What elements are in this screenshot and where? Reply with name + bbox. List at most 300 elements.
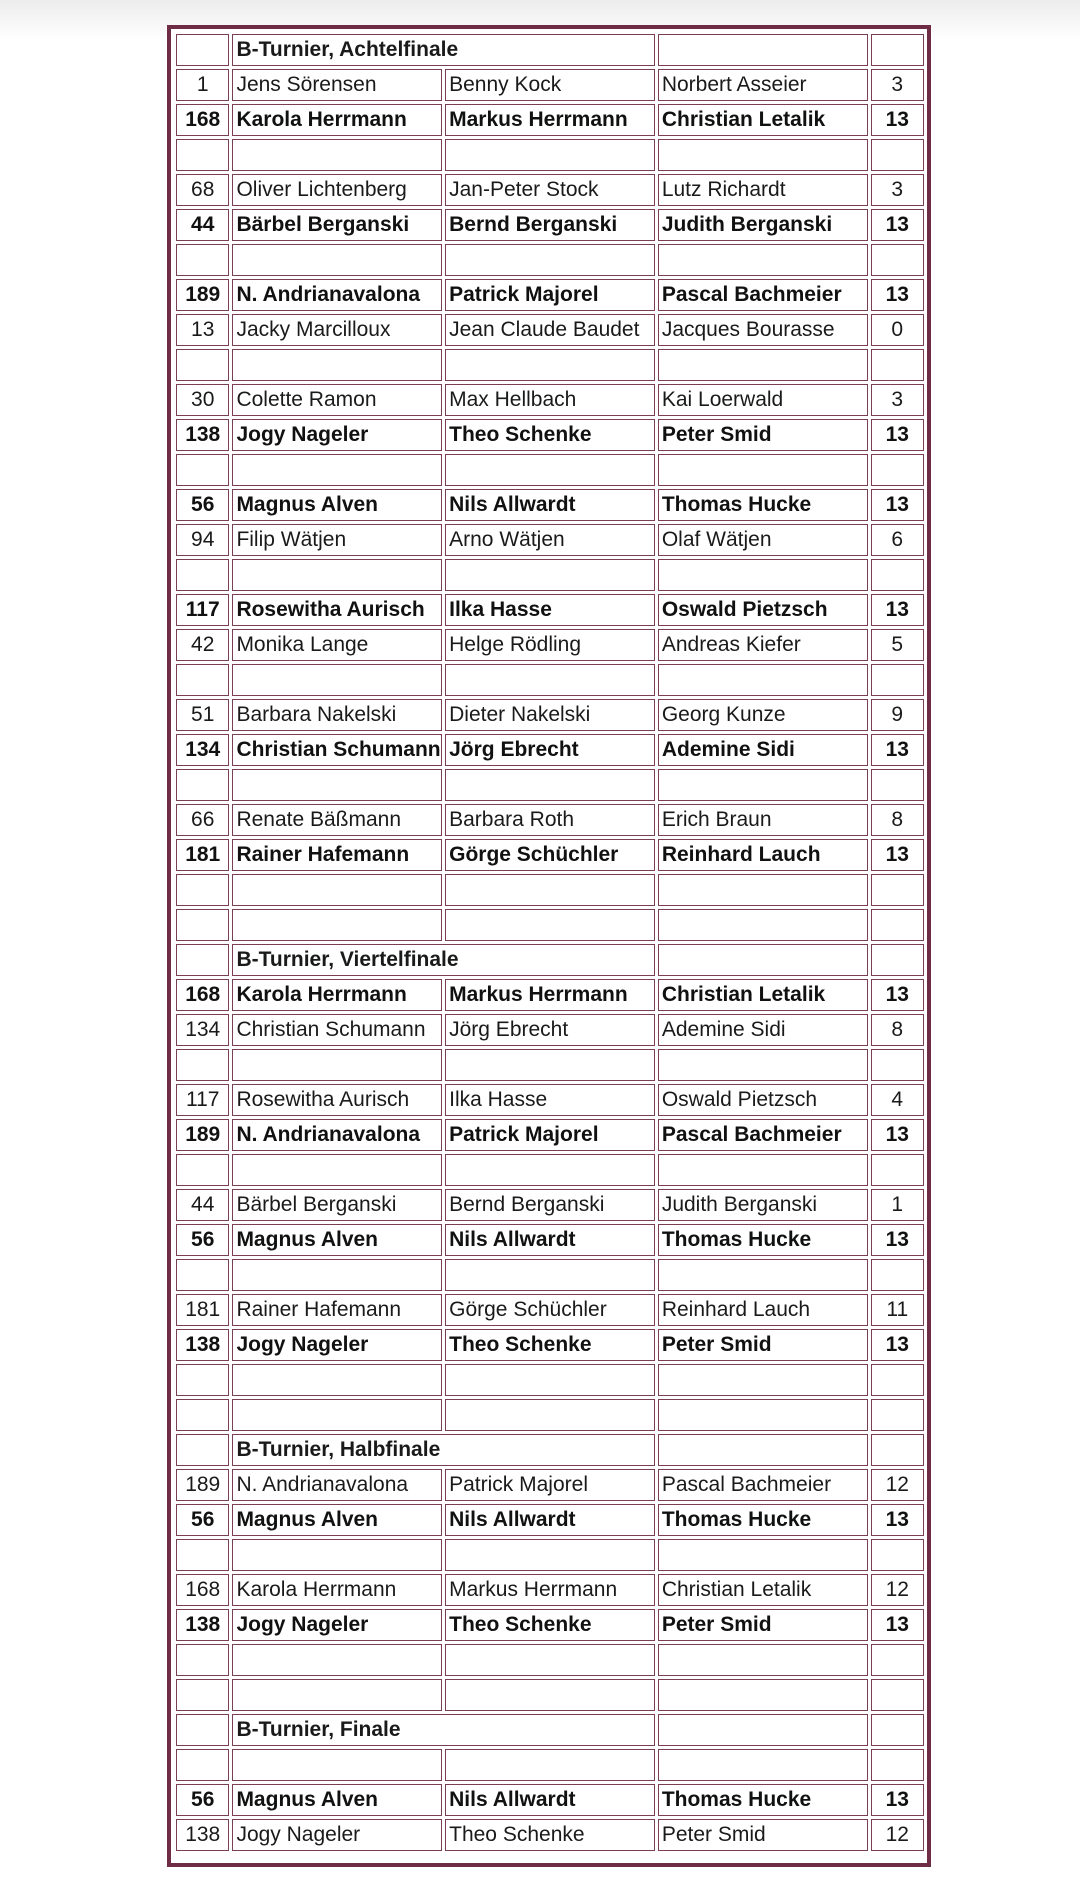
player-2: Arno Wätjen bbox=[445, 524, 655, 556]
player-2: Benny Kock bbox=[445, 69, 655, 101]
team-score: 11 bbox=[871, 1294, 924, 1326]
empty-cell bbox=[871, 664, 924, 696]
team-row-winner bbox=[176, 839, 924, 871]
team-score: 13 bbox=[871, 489, 924, 521]
team-row bbox=[176, 314, 924, 346]
player-3: Thomas Hucke bbox=[658, 1784, 868, 1816]
spacer-row bbox=[176, 1749, 924, 1781]
player-2: Bernd Berganski bbox=[445, 209, 655, 241]
player-1: Christian Schumann bbox=[232, 1014, 442, 1046]
empty-cell bbox=[445, 1749, 655, 1781]
team-row-winner bbox=[176, 279, 924, 311]
empty-cell bbox=[871, 139, 924, 171]
player-3: Pascal Bachmeier bbox=[658, 1469, 868, 1501]
empty-cell bbox=[871, 1364, 924, 1396]
team-number: 94 bbox=[176, 524, 229, 556]
empty-cell bbox=[658, 664, 868, 696]
match-separator-row bbox=[176, 349, 924, 381]
empty-cell bbox=[445, 349, 655, 381]
empty-cell bbox=[445, 244, 655, 276]
empty-cell bbox=[658, 909, 868, 941]
player-1: Magnus Alven bbox=[232, 489, 442, 521]
empty-cell bbox=[445, 1259, 655, 1291]
player-2: Markus Herrmann bbox=[445, 1574, 655, 1606]
team-row-winner bbox=[176, 1119, 924, 1151]
team-number: 168 bbox=[176, 979, 229, 1011]
empty-cell bbox=[176, 559, 229, 591]
player-1: Jacky Marcilloux bbox=[232, 314, 442, 346]
player-3: Reinhard Lauch bbox=[658, 839, 868, 871]
empty-cell bbox=[176, 944, 229, 976]
team-number: 189 bbox=[176, 1119, 229, 1151]
team-number: 13 bbox=[176, 314, 229, 346]
team-row bbox=[176, 174, 924, 206]
empty-cell bbox=[658, 559, 868, 591]
player-2: Jean Claude Baudet bbox=[445, 314, 655, 346]
empty-cell bbox=[176, 1399, 229, 1431]
empty-cell bbox=[176, 1644, 229, 1676]
empty-cell bbox=[658, 1679, 868, 1711]
empty-cell bbox=[176, 1539, 229, 1571]
empty-cell bbox=[658, 874, 868, 906]
player-3: Kai Loerwald bbox=[658, 384, 868, 416]
team-score: 13 bbox=[871, 1504, 924, 1536]
team-row bbox=[176, 384, 924, 416]
player-2: Nils Allwardt bbox=[445, 1504, 655, 1536]
empty-cell bbox=[658, 34, 868, 66]
player-2: Theo Schenke bbox=[445, 1329, 655, 1361]
team-row-winner bbox=[176, 209, 924, 241]
empty-cell bbox=[232, 454, 442, 486]
team-number: 138 bbox=[176, 1819, 229, 1851]
team-row bbox=[176, 69, 924, 101]
player-2: Nils Allwardt bbox=[445, 1224, 655, 1256]
team-number: 56 bbox=[176, 1224, 229, 1256]
player-1: Renate Bäßmann bbox=[232, 804, 442, 836]
team-score: 3 bbox=[871, 384, 924, 416]
player-3: Thomas Hucke bbox=[658, 1224, 868, 1256]
player-3: Peter Smid bbox=[658, 1329, 868, 1361]
player-2: Patrick Majorel bbox=[445, 1119, 655, 1151]
player-3: Pascal Bachmeier bbox=[658, 279, 868, 311]
player-2: Bernd Berganski bbox=[445, 1189, 655, 1221]
empty-cell bbox=[658, 1749, 868, 1781]
team-score: 8 bbox=[871, 804, 924, 836]
empty-cell bbox=[658, 1259, 868, 1291]
team-number: 56 bbox=[176, 1784, 229, 1816]
empty-cell bbox=[658, 1049, 868, 1081]
player-1: Rosewitha Aurisch bbox=[232, 1084, 442, 1116]
empty-cell bbox=[871, 349, 924, 381]
round-header-row bbox=[176, 1434, 924, 1466]
player-3: Reinhard Lauch bbox=[658, 1294, 868, 1326]
empty-cell bbox=[445, 1154, 655, 1186]
player-1: Magnus Alven bbox=[232, 1504, 442, 1536]
team-row-winner bbox=[176, 1224, 924, 1256]
team-number: 1 bbox=[176, 69, 229, 101]
empty-cell bbox=[232, 1644, 442, 1676]
empty-cell bbox=[232, 874, 442, 906]
team-score: 5 bbox=[871, 629, 924, 661]
team-row-winner bbox=[176, 594, 924, 626]
round-title: B-Turnier, Halbfinale bbox=[232, 1434, 654, 1466]
empty-cell bbox=[176, 454, 229, 486]
round-header-row bbox=[176, 1714, 924, 1746]
player-3: Jacques Bourasse bbox=[658, 314, 868, 346]
player-1: Monika Lange bbox=[232, 629, 442, 661]
empty-cell bbox=[871, 769, 924, 801]
team-score: 3 bbox=[871, 69, 924, 101]
player-2: Jörg Ebrecht bbox=[445, 1014, 655, 1046]
player-3: Peter Smid bbox=[658, 1609, 868, 1641]
match-separator-row bbox=[176, 1049, 924, 1081]
player-1: Jens Sörensen bbox=[232, 69, 442, 101]
team-row bbox=[176, 804, 924, 836]
empty-cell bbox=[232, 244, 442, 276]
team-score: 12 bbox=[871, 1574, 924, 1606]
team-number: 189 bbox=[176, 1469, 229, 1501]
round-gap-row bbox=[176, 909, 924, 941]
player-2: Ilka Hasse bbox=[445, 1084, 655, 1116]
team-score: 13 bbox=[871, 104, 924, 136]
empty-cell bbox=[871, 34, 924, 66]
empty-cell bbox=[871, 1154, 924, 1186]
empty-cell bbox=[658, 244, 868, 276]
empty-cell bbox=[232, 909, 442, 941]
team-row bbox=[176, 1469, 924, 1501]
player-1: N. Andrianavalona bbox=[232, 1469, 442, 1501]
empty-cell bbox=[658, 1154, 868, 1186]
player-1: Magnus Alven bbox=[232, 1784, 442, 1816]
match-separator-row bbox=[176, 1259, 924, 1291]
empty-cell bbox=[232, 1259, 442, 1291]
round-title: B-Turnier, Finale bbox=[232, 1714, 654, 1746]
team-row-winner bbox=[176, 104, 924, 136]
empty-cell bbox=[871, 909, 924, 941]
empty-cell bbox=[176, 1714, 229, 1746]
empty-cell bbox=[232, 664, 442, 696]
team-row bbox=[176, 1819, 924, 1851]
empty-cell bbox=[232, 1539, 442, 1571]
player-1: Rainer Hafemann bbox=[232, 1294, 442, 1326]
empty-cell bbox=[871, 1539, 924, 1571]
round-header-row bbox=[176, 34, 924, 66]
team-score: 8 bbox=[871, 1014, 924, 1046]
player-3: Judith Berganski bbox=[658, 209, 868, 241]
team-number: 42 bbox=[176, 629, 229, 661]
empty-cell bbox=[871, 944, 924, 976]
player-1: N. Andrianavalona bbox=[232, 279, 442, 311]
team-row bbox=[176, 1294, 924, 1326]
empty-cell bbox=[232, 1049, 442, 1081]
player-3: Christian Letalik bbox=[658, 979, 868, 1011]
player-3: Thomas Hucke bbox=[658, 489, 868, 521]
team-number: 30 bbox=[176, 384, 229, 416]
player-2: Dieter Nakelski bbox=[445, 699, 655, 731]
empty-cell bbox=[445, 874, 655, 906]
player-1: Magnus Alven bbox=[232, 1224, 442, 1256]
team-row bbox=[176, 699, 924, 731]
team-score: 4 bbox=[871, 1084, 924, 1116]
player-1: Rosewitha Aurisch bbox=[232, 594, 442, 626]
empty-cell bbox=[658, 769, 868, 801]
player-2: Patrick Majorel bbox=[445, 1469, 655, 1501]
team-row-winner bbox=[176, 1609, 924, 1641]
empty-cell bbox=[871, 1749, 924, 1781]
empty-cell bbox=[232, 139, 442, 171]
player-1: Jogy Nageler bbox=[232, 1819, 442, 1851]
team-score: 13 bbox=[871, 1329, 924, 1361]
player-1: Bärbel Berganski bbox=[232, 209, 442, 241]
round-header-row bbox=[176, 944, 924, 976]
empty-cell bbox=[445, 139, 655, 171]
empty-cell bbox=[176, 1434, 229, 1466]
team-number: 117 bbox=[176, 1084, 229, 1116]
player-2: Barbara Roth bbox=[445, 804, 655, 836]
team-number: 168 bbox=[176, 1574, 229, 1606]
round-gap-row bbox=[176, 874, 924, 906]
team-row-winner bbox=[176, 489, 924, 521]
team-row bbox=[176, 1014, 924, 1046]
team-score: 1 bbox=[871, 1189, 924, 1221]
player-2: Theo Schenke bbox=[445, 1819, 655, 1851]
player-1: N. Andrianavalona bbox=[232, 1119, 442, 1151]
team-score: 13 bbox=[871, 1224, 924, 1256]
empty-cell bbox=[176, 664, 229, 696]
player-2: Ilka Hasse bbox=[445, 594, 655, 626]
team-score: 13 bbox=[871, 1119, 924, 1151]
player-2: Nils Allwardt bbox=[445, 1784, 655, 1816]
player-2: Markus Herrmann bbox=[445, 104, 655, 136]
team-row-winner bbox=[176, 979, 924, 1011]
team-number: 138 bbox=[176, 1609, 229, 1641]
player-3: Peter Smid bbox=[658, 419, 868, 451]
player-2: Helge Rödling bbox=[445, 629, 655, 661]
player-1: Filip Wätjen bbox=[232, 524, 442, 556]
empty-cell bbox=[232, 1364, 442, 1396]
empty-cell bbox=[445, 1399, 655, 1431]
match-separator-row bbox=[176, 559, 924, 591]
team-number: 44 bbox=[176, 209, 229, 241]
empty-cell bbox=[658, 1399, 868, 1431]
team-number: 138 bbox=[176, 1329, 229, 1361]
player-3: Ademine Sidi bbox=[658, 1014, 868, 1046]
team-number: 56 bbox=[176, 1504, 229, 1536]
player-2: Markus Herrmann bbox=[445, 979, 655, 1011]
player-3: Georg Kunze bbox=[658, 699, 868, 731]
team-row bbox=[176, 1189, 924, 1221]
empty-cell bbox=[232, 559, 442, 591]
player-1: Oliver Lichtenberg bbox=[232, 174, 442, 206]
team-row-winner bbox=[176, 1329, 924, 1361]
empty-cell bbox=[232, 1679, 442, 1711]
team-number: 68 bbox=[176, 174, 229, 206]
player-3: Olaf Wätjen bbox=[658, 524, 868, 556]
match-separator-row bbox=[176, 139, 924, 171]
team-score: 13 bbox=[871, 839, 924, 871]
round-title: B-Turnier, Achtelfinale bbox=[232, 34, 654, 66]
team-score: 0 bbox=[871, 314, 924, 346]
team-number: 56 bbox=[176, 489, 229, 521]
team-row bbox=[176, 629, 924, 661]
player-3: Peter Smid bbox=[658, 1819, 868, 1851]
empty-cell bbox=[871, 1399, 924, 1431]
team-score: 13 bbox=[871, 594, 924, 626]
empty-cell bbox=[176, 244, 229, 276]
player-1: Rainer Hafemann bbox=[232, 839, 442, 871]
empty-cell bbox=[871, 1644, 924, 1676]
player-3: Christian Letalik bbox=[658, 104, 868, 136]
empty-cell bbox=[445, 909, 655, 941]
empty-cell bbox=[445, 1049, 655, 1081]
player-1: Karola Herrmann bbox=[232, 1574, 442, 1606]
player-1: Bärbel Berganski bbox=[232, 1189, 442, 1221]
player-2: Max Hellbach bbox=[445, 384, 655, 416]
empty-cell bbox=[176, 1679, 229, 1711]
empty-cell bbox=[176, 1749, 229, 1781]
empty-cell bbox=[176, 349, 229, 381]
player-3: Erich Braun bbox=[658, 804, 868, 836]
player-2: Görge Schüchler bbox=[445, 1294, 655, 1326]
match-separator-row bbox=[176, 454, 924, 486]
team-row-winner bbox=[176, 734, 924, 766]
player-1: Karola Herrmann bbox=[232, 979, 442, 1011]
empty-cell bbox=[871, 1259, 924, 1291]
team-number: 134 bbox=[176, 1014, 229, 1046]
player-3: Thomas Hucke bbox=[658, 1504, 868, 1536]
player-1: Jogy Nageler bbox=[232, 1609, 442, 1641]
player-2: Görge Schüchler bbox=[445, 839, 655, 871]
empty-cell bbox=[445, 454, 655, 486]
empty-cell bbox=[445, 559, 655, 591]
match-separator-row bbox=[176, 769, 924, 801]
empty-cell bbox=[176, 1049, 229, 1081]
round-gap-row bbox=[176, 1364, 924, 1396]
round-title: B-Turnier, Viertelfinale bbox=[232, 944, 654, 976]
empty-cell bbox=[176, 1364, 229, 1396]
team-number: 189 bbox=[176, 279, 229, 311]
empty-cell bbox=[658, 454, 868, 486]
match-separator-row bbox=[176, 664, 924, 696]
round-gap-row bbox=[176, 1399, 924, 1431]
team-score: 9 bbox=[871, 699, 924, 731]
empty-cell bbox=[871, 559, 924, 591]
team-score: 13 bbox=[871, 279, 924, 311]
empty-cell bbox=[658, 1364, 868, 1396]
results-frame bbox=[167, 25, 931, 1867]
results-body bbox=[176, 34, 924, 1851]
empty-cell bbox=[232, 349, 442, 381]
empty-cell bbox=[176, 1154, 229, 1186]
empty-cell bbox=[232, 769, 442, 801]
player-3: Andreas Kiefer bbox=[658, 629, 868, 661]
empty-cell bbox=[658, 139, 868, 171]
team-row-winner bbox=[176, 1784, 924, 1816]
player-2: Theo Schenke bbox=[445, 1609, 655, 1641]
empty-cell bbox=[176, 909, 229, 941]
player-3: Ademine Sidi bbox=[658, 734, 868, 766]
empty-cell bbox=[176, 34, 229, 66]
team-row-winner bbox=[176, 1504, 924, 1536]
team-number: 168 bbox=[176, 104, 229, 136]
player-2: Patrick Majorel bbox=[445, 279, 655, 311]
team-number: 66 bbox=[176, 804, 229, 836]
team-score: 13 bbox=[871, 979, 924, 1011]
player-3: Lutz Richardt bbox=[658, 174, 868, 206]
player-3: Judith Berganski bbox=[658, 1189, 868, 1221]
empty-cell bbox=[176, 139, 229, 171]
empty-cell bbox=[658, 1539, 868, 1571]
team-score: 13 bbox=[871, 1609, 924, 1641]
empty-cell bbox=[232, 1749, 442, 1781]
player-2: Jörg Ebrecht bbox=[445, 734, 655, 766]
player-3: Pascal Bachmeier bbox=[658, 1119, 868, 1151]
empty-cell bbox=[445, 769, 655, 801]
team-score: 3 bbox=[871, 174, 924, 206]
team-score: 13 bbox=[871, 1784, 924, 1816]
player-1: Christian Schumann bbox=[232, 734, 442, 766]
empty-cell bbox=[871, 1679, 924, 1711]
player-2: Theo Schenke bbox=[445, 419, 655, 451]
team-number: 134 bbox=[176, 734, 229, 766]
team-number: 51 bbox=[176, 699, 229, 731]
player-1: Barbara Nakelski bbox=[232, 699, 442, 731]
empty-cell bbox=[232, 1154, 442, 1186]
empty-cell bbox=[871, 1714, 924, 1746]
empty-cell bbox=[871, 1434, 924, 1466]
player-3: Oswald Pietzsch bbox=[658, 594, 868, 626]
player-1: Jogy Nageler bbox=[232, 419, 442, 451]
empty-cell bbox=[658, 1434, 868, 1466]
team-number: 44 bbox=[176, 1189, 229, 1221]
team-score: 6 bbox=[871, 524, 924, 556]
player-1: Jogy Nageler bbox=[232, 1329, 442, 1361]
match-separator-row bbox=[176, 244, 924, 276]
team-number: 181 bbox=[176, 1294, 229, 1326]
player-3: Norbert Asseier bbox=[658, 69, 868, 101]
player-3: Oswald Pietzsch bbox=[658, 1084, 868, 1116]
player-3: Christian Letalik bbox=[658, 1574, 868, 1606]
player-1: Karola Herrmann bbox=[232, 104, 442, 136]
match-separator-row bbox=[176, 1539, 924, 1571]
team-row bbox=[176, 1574, 924, 1606]
round-gap-row bbox=[176, 1679, 924, 1711]
empty-cell bbox=[445, 1364, 655, 1396]
team-number: 117 bbox=[176, 594, 229, 626]
team-row-winner bbox=[176, 419, 924, 451]
team-score: 13 bbox=[871, 209, 924, 241]
empty-cell bbox=[871, 244, 924, 276]
empty-cell bbox=[445, 1539, 655, 1571]
empty-cell bbox=[176, 769, 229, 801]
player-2: Jan-Peter Stock bbox=[445, 174, 655, 206]
team-row bbox=[176, 1084, 924, 1116]
empty-cell bbox=[176, 874, 229, 906]
player-1: Colette Ramon bbox=[232, 384, 442, 416]
round-gap-row bbox=[176, 1644, 924, 1676]
team-number: 138 bbox=[176, 419, 229, 451]
team-row bbox=[176, 524, 924, 556]
empty-cell bbox=[658, 349, 868, 381]
empty-cell bbox=[445, 1679, 655, 1711]
player-2: Nils Allwardt bbox=[445, 489, 655, 521]
empty-cell bbox=[871, 1049, 924, 1081]
empty-cell bbox=[232, 1399, 442, 1431]
match-separator-row bbox=[176, 1154, 924, 1186]
team-score: 13 bbox=[871, 734, 924, 766]
empty-cell bbox=[445, 664, 655, 696]
team-number: 181 bbox=[176, 839, 229, 871]
